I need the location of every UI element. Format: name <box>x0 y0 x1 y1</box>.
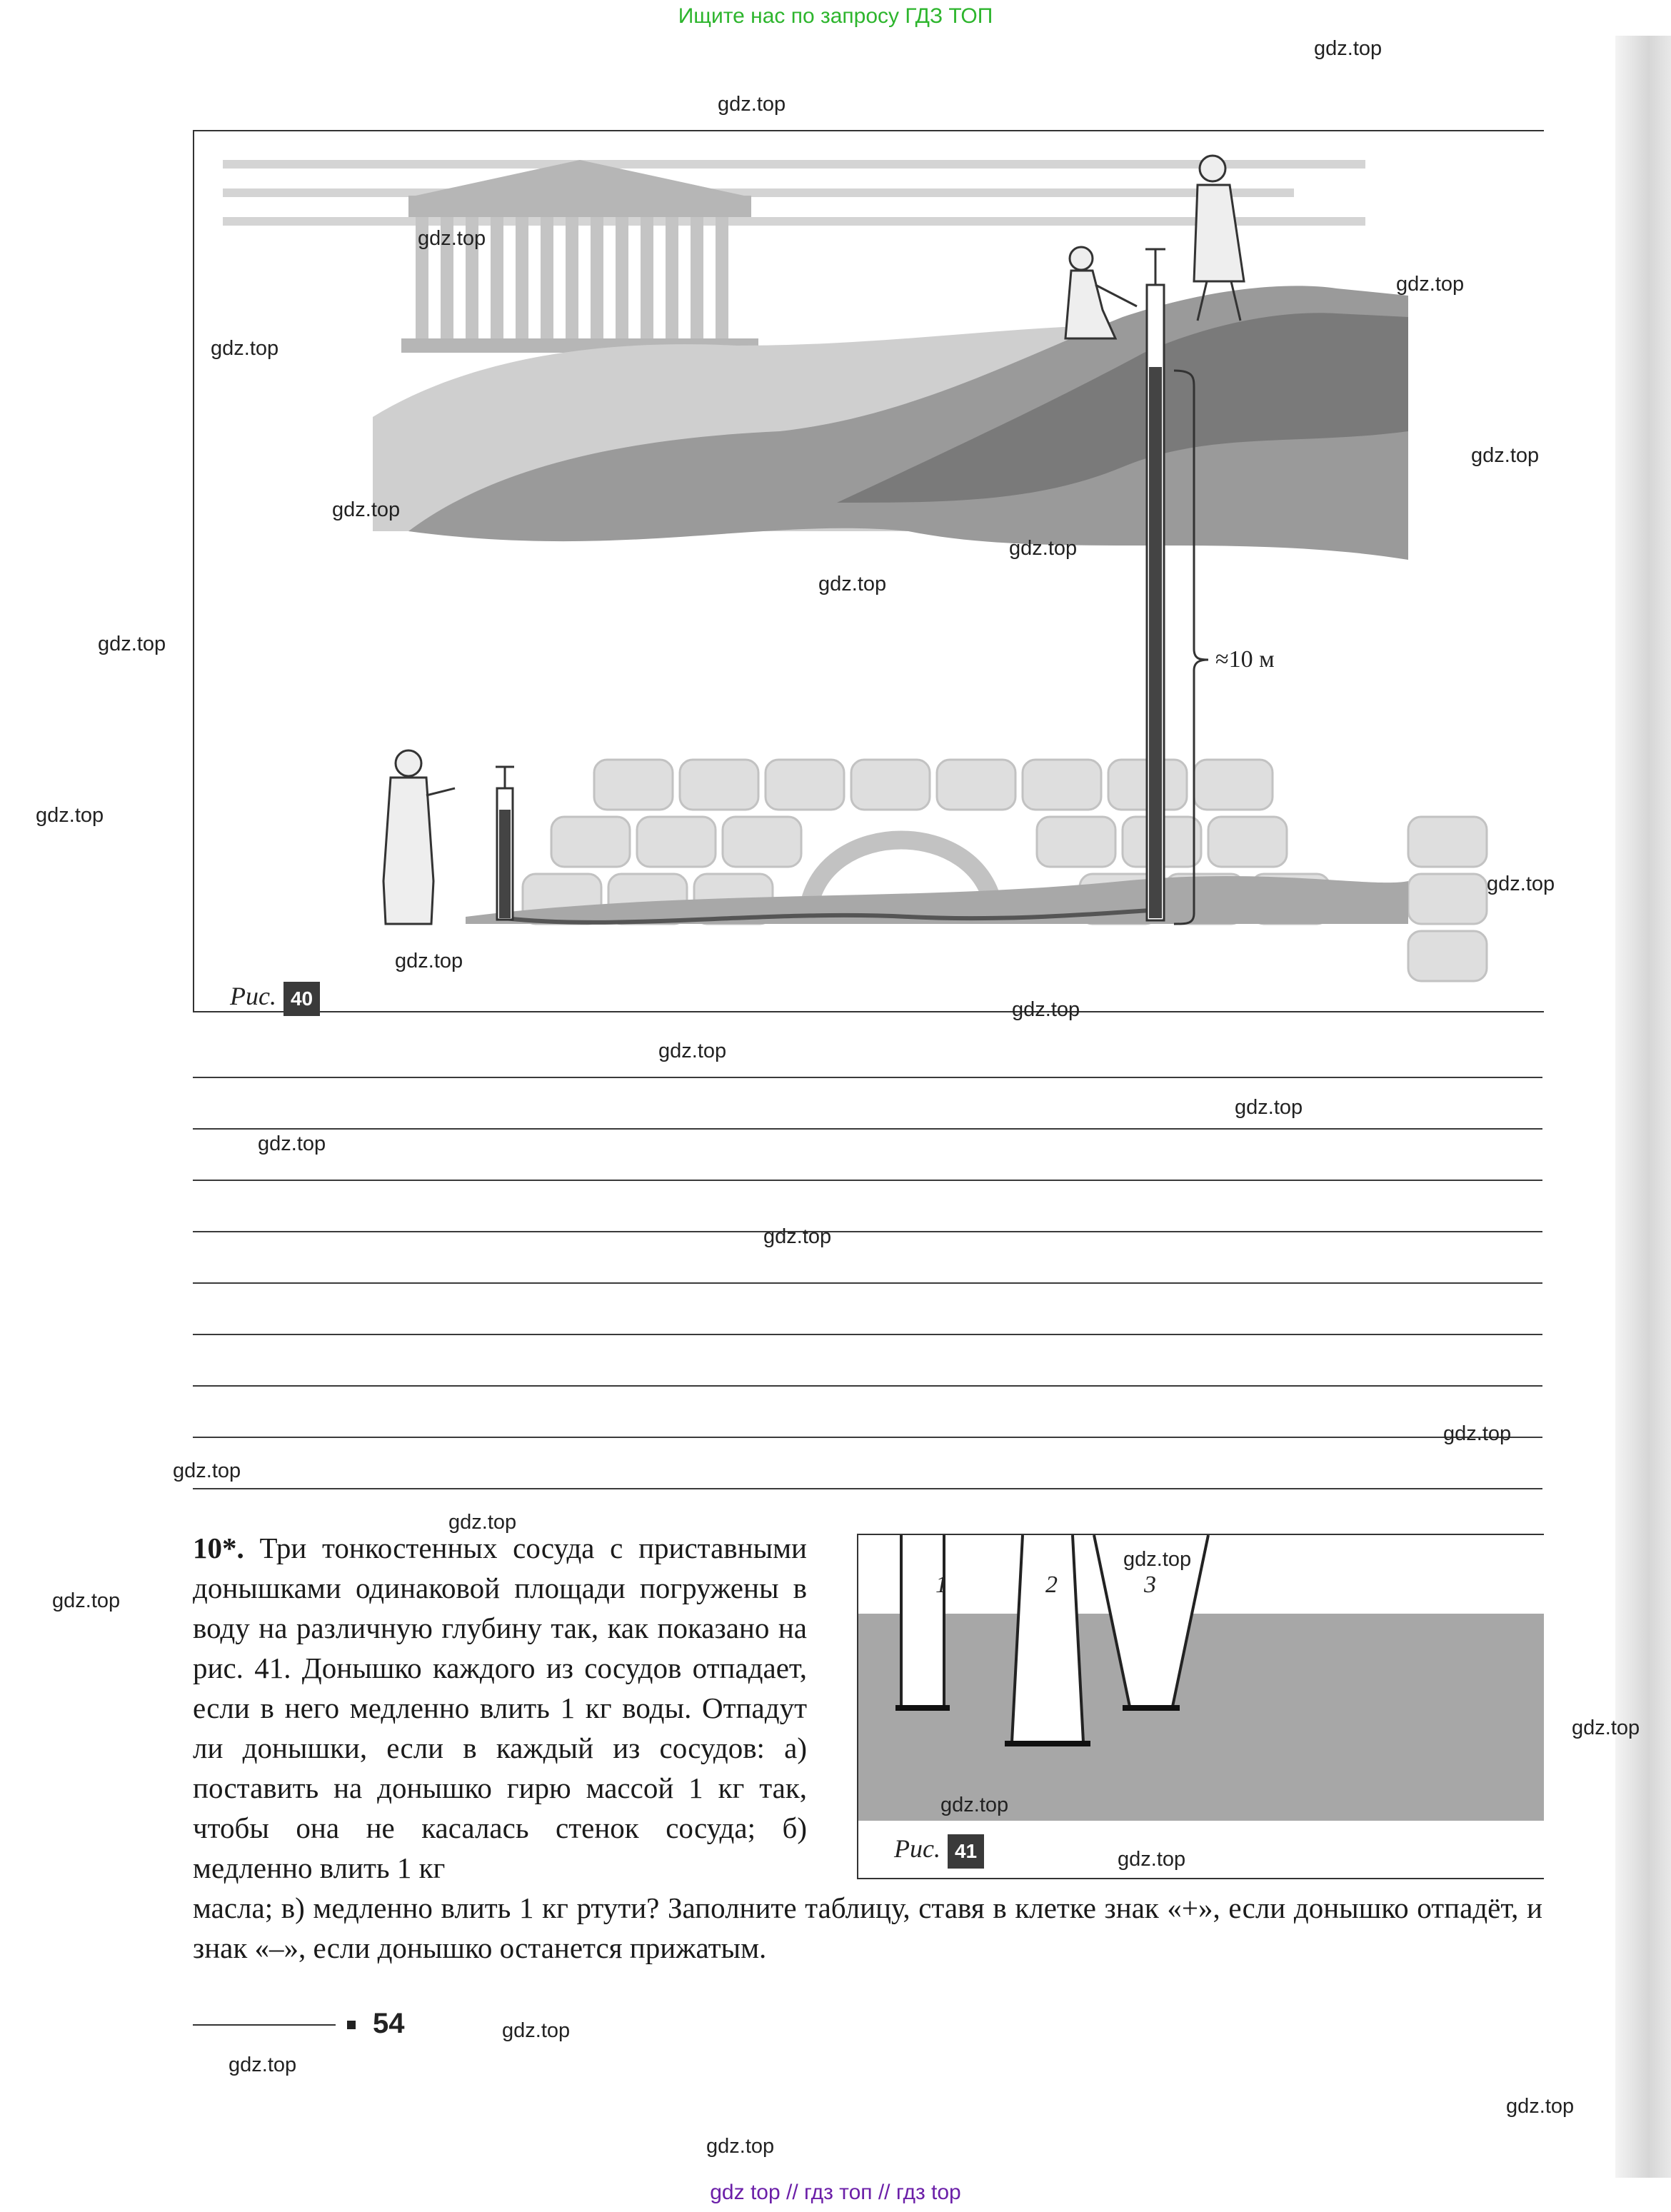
watermark: gdz.top <box>1009 537 1078 560</box>
page-number-rule <box>193 2024 336 2026</box>
footer-links[interactable]: gdz top // гдз топ // гдз top <box>710 2181 961 2204</box>
promo-banner[interactable]: Ищите нас по запросу ГДЗ ТОП <box>678 4 993 28</box>
watermark: gdz.top <box>1012 998 1080 1021</box>
person-standing-left <box>383 750 455 924</box>
stone-wall <box>523 760 1487 981</box>
answer-line[interactable] <box>193 1282 1542 1284</box>
watermark: gdz.top <box>1572 1716 1640 1739</box>
watermark: gdz.top <box>706 2135 775 2158</box>
watermark: gdz.top <box>332 498 401 521</box>
vessel-2-label: 2 <box>1045 1572 1058 1598</box>
watermark: gdz.top <box>448 1511 517 1534</box>
vessel-3-label: 3 <box>1144 1572 1156 1598</box>
answer-line[interactable] <box>193 1128 1542 1130</box>
watermark: gdz.top <box>418 227 486 250</box>
watermark: gdz.top <box>1487 873 1555 895</box>
answer-line[interactable] <box>193 1488 1542 1489</box>
answer-line[interactable] <box>193 1334 1542 1335</box>
watermark: gdz.top <box>98 633 166 655</box>
figure-40-caption <box>230 981 320 1016</box>
watermark: gdz.top <box>940 1794 1009 1816</box>
watermark: gdz.top <box>211 337 279 360</box>
task-text-lead: Три тонкостенных сосуда с приставными донышками одинаковой площади погружены в воду на различную глубину так, как показано на рис. 41. Донышко каждого из сосудов отпадает, если в него медленно влить 1 кг воды. Отпадут ли донышки, если в каждый из сосудов: а) поставить на донышко гирю массой 1 кг так, чтобы она не касалась стенок сосуда; б) медленно влить 1 кг <box>193 1532 807 1884</box>
watermark: gdz.top <box>1118 1848 1186 1871</box>
task-10 <box>193 1528 1542 1968</box>
answer-line[interactable] <box>193 1077 1542 1078</box>
height-mark: ≈10 м <box>1215 646 1275 673</box>
vessel-1-label: 1 <box>935 1572 948 1598</box>
figure-41-label: Рис. <box>894 1834 940 1863</box>
watermark: gdz.top <box>658 1040 727 1062</box>
watermark: gdz.top <box>229 2053 297 2076</box>
task-text-tail: масла; в) медленно влить 1 кг ртути? Заполните таблицу, ставя в клетке знак «+», если донышко отпадёт, и знак «–», если донышко останется прижатым. <box>193 1891 1542 1964</box>
watermark: gdz.top <box>1235 1096 1303 1119</box>
watermark: gdz.top <box>1396 273 1465 296</box>
watermark: gdz.top <box>1443 1422 1512 1445</box>
page-edge-shadow <box>1615 36 1671 2178</box>
answer-line[interactable] <box>193 1385 1542 1387</box>
figure-40-label: Рис. <box>230 982 276 1010</box>
watermark: gdz.top <box>52 1589 121 1612</box>
figure-40-illustration <box>194 131 1544 1011</box>
watermark: gdz.top <box>258 1132 326 1155</box>
page-number-block <box>193 2008 405 2040</box>
watermark: gdz.top <box>502 2019 571 2042</box>
answer-line[interactable] <box>193 1437 1542 1438</box>
answer-line[interactable] <box>193 1180 1542 1181</box>
watermark: gdz.top <box>1314 37 1383 60</box>
figure-41-number: 41 <box>948 1834 984 1869</box>
answer-line[interactable] <box>193 1231 1542 1232</box>
watermark: gdz.top <box>1471 444 1540 467</box>
page-number: 54 <box>373 2008 405 2039</box>
watermark: gdz.top <box>718 93 786 116</box>
watermark: gdz.top <box>1123 1548 1192 1571</box>
watermark: gdz.top <box>818 573 887 595</box>
task-10-lead <box>193 1528 807 1888</box>
watermark: gdz.top <box>395 950 463 972</box>
background-text-ghost <box>223 160 1365 226</box>
watermark: gdz.top <box>1506 2095 1575 2118</box>
page-number-marker <box>347 2021 356 2029</box>
task-number: 10*. <box>193 1532 244 1564</box>
tall-syringe <box>1145 249 1165 920</box>
small-syringe <box>496 767 514 920</box>
watermark: gdz.top <box>36 804 104 827</box>
figure-40 <box>193 130 1544 1012</box>
figure-40-number: 40 <box>283 982 320 1016</box>
temple-illustration <box>401 160 758 353</box>
watermark: gdz.top <box>763 1225 832 1248</box>
watermark: gdz.top <box>173 1459 241 1482</box>
